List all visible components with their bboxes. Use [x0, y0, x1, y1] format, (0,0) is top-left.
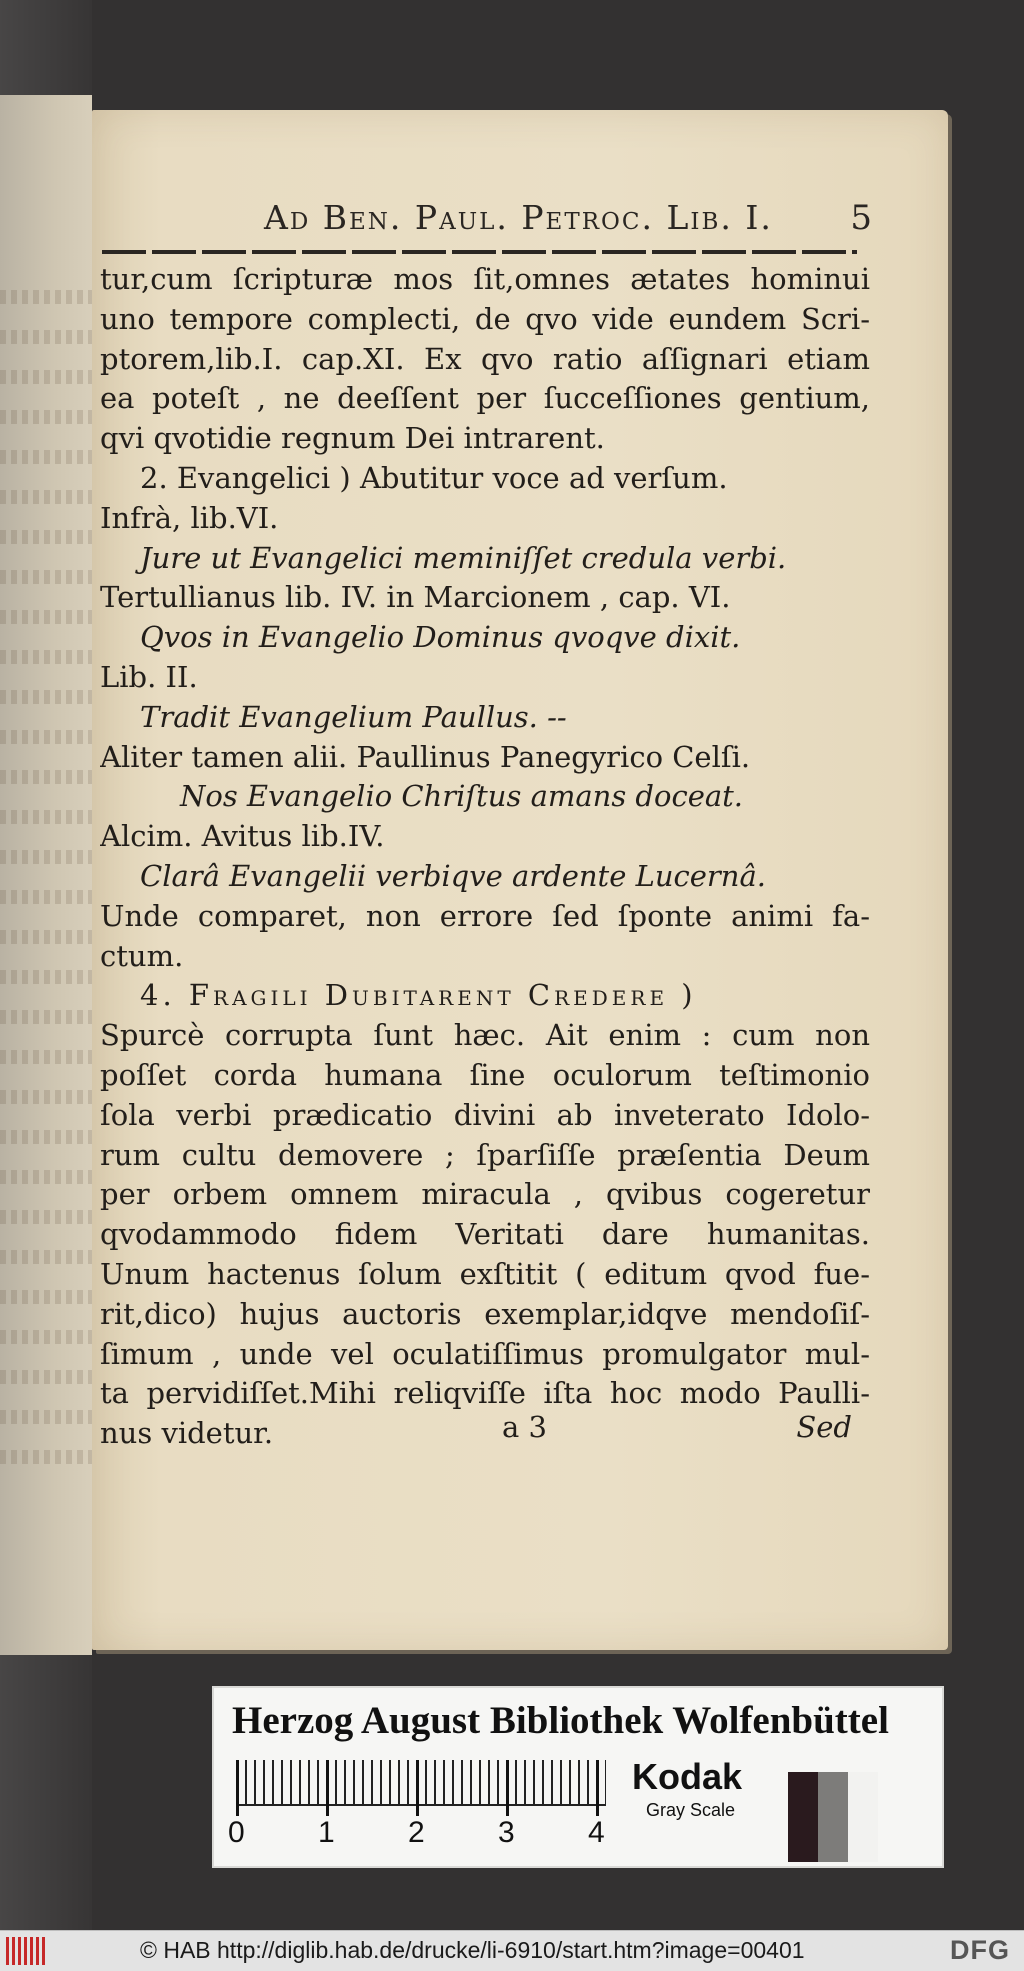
- text-line: 4. Fragili Dubitarent Credere ): [140, 978, 697, 1013]
- text-line: poſſet corda humana ſine oculorum teſtimonio: [100, 1057, 870, 1092]
- adjacent-page-line: [0, 810, 92, 824]
- adjacent-page-line: [0, 770, 92, 784]
- text-line: Clarâ Evangelii verbiqve ardente Lucernâ.: [140, 858, 766, 893]
- adjacent-page-line: [0, 1410, 92, 1424]
- scale-digit: 1: [318, 1816, 335, 1849]
- catchword: Sed: [796, 1410, 852, 1444]
- adjacent-page-strip: [0, 95, 92, 1655]
- ruler-major-tick: [326, 1760, 329, 1816]
- ruler-major-tick: [236, 1760, 239, 1816]
- text-line: Aliter tamen alii. Paullinus Panegyrico Celſi.: [100, 739, 751, 774]
- text-line: Unum hactenus ſolum exſtitit ( editum qvod fue-: [100, 1256, 870, 1291]
- text-line: qvodammodo fidem Veritati dare humanitas.: [100, 1217, 870, 1252]
- running-head: [172, 198, 872, 242]
- adjacent-page-line: [0, 1290, 92, 1304]
- page-number: 5: [850, 198, 872, 238]
- adjacent-page-line: [0, 650, 92, 664]
- adjacent-page-line: [0, 1210, 92, 1224]
- adjacent-page-line: [0, 930, 92, 944]
- kodak-logo: Kodak: [632, 1756, 743, 1797]
- text-line: ctum.: [100, 938, 184, 973]
- text-line: ta pervidiſſet.Mihi reliqviſſe iſta hoc modo Paulli-: [100, 1376, 870, 1411]
- library-name: Herzog August Bibliothek Wolfenbüttel: [232, 1699, 889, 1742]
- text-line: qvi qvotidie regnum Dei intrarent.: [100, 421, 605, 456]
- adjacent-page-line: [0, 690, 92, 704]
- gray-swatch-light: [848, 1772, 878, 1862]
- text-line: Alcim. Avitus lib.IV.: [100, 819, 385, 854]
- hab-logo-icon: [6, 1937, 46, 1965]
- scale-digit: 0: [228, 1816, 245, 1849]
- adjacent-page-line: [0, 290, 92, 304]
- text-line: per orbem omnem miracula , qvibus cogeretur: [100, 1177, 870, 1212]
- scale-ruler: [236, 1760, 606, 1806]
- adjacent-page-line: [0, 370, 92, 384]
- dfg-logo: DFG: [950, 1935, 1010, 1965]
- gray-swatch-dark: [788, 1772, 818, 1862]
- text-line: rit,dico) hujus auctoris exemplar,idqve mendoſiſ-: [100, 1296, 870, 1331]
- text-line: ſimum , unde vel oculatiſſimus promulgator mul-: [100, 1336, 870, 1371]
- status-bar-link[interactable]: © HAB http://diglib.hab.de/drucke/li-6910/start.htm?image=00401: [140, 1937, 805, 1963]
- running-head-title: Ad Ben. Paul. Petroc. Lib. I.: [264, 198, 773, 237]
- body-text: [100, 260, 870, 1454]
- text-line: Tradit Evangelium Paullus. --: [140, 699, 567, 734]
- adjacent-page-line: [0, 890, 92, 904]
- adjacent-page-line: [0, 1010, 92, 1024]
- gray-swatch-mid: [818, 1772, 848, 1862]
- adjacent-page-line: [0, 490, 92, 504]
- adjacent-page-line: [0, 610, 92, 624]
- adjacent-page-line: [0, 1330, 92, 1344]
- adjacent-page-line: [0, 570, 92, 584]
- ruler-major-tick: [596, 1760, 599, 1816]
- adjacent-page-line: [0, 850, 92, 864]
- status-bar: [0, 1930, 1024, 1971]
- head-rule: [102, 250, 857, 254]
- adjacent-page-line: [0, 530, 92, 544]
- text-line: ea poteſt , ne deeſſent per ſucceſſiones gentium,: [100, 381, 870, 416]
- text-line: ptorem,lib.I. cap.XI. Ex qvo ratio aſſignari etiam: [100, 341, 870, 376]
- adjacent-page-line: [0, 330, 92, 344]
- text-line: Nos Evangelio Chriſtus amans doceat.: [180, 779, 744, 814]
- text-line: Lib. II.: [100, 659, 198, 694]
- adjacent-page-line: [0, 1090, 92, 1104]
- adjacent-page-line: [0, 1050, 92, 1064]
- text-line: Tertullianus lib. IV. in Marcionem , cap. VI.: [100, 580, 731, 615]
- adjacent-page-line: [0, 410, 92, 424]
- library-color-card: [212, 1686, 944, 1868]
- book-page: [92, 110, 948, 1650]
- adjacent-page-line: [0, 970, 92, 984]
- ruler-major-tick: [506, 1760, 509, 1816]
- page-footer: [92, 1410, 862, 1450]
- adjacent-page-line: [0, 730, 92, 744]
- text-line: Unde comparet, non errore ſed ſponte animi fa-: [100, 898, 870, 933]
- ruler-major-tick: [416, 1760, 419, 1816]
- text-line: ſola verbi prædicatio divini ab inveterato Idolo-: [100, 1097, 870, 1132]
- text-line: uno tempore complecti, de qvo vide eundem Scri-: [100, 301, 870, 336]
- scale-digit: 4: [588, 1816, 605, 1849]
- adjacent-page-line: [0, 1170, 92, 1184]
- text-line: Infrà, lib.VI.: [100, 500, 279, 535]
- adjacent-page-line: [0, 1450, 92, 1464]
- text-line: Jure ut Evangelici meminiſſet credula verbi.: [140, 540, 787, 575]
- adjacent-page-line: [0, 1370, 92, 1384]
- text-line: Qvos in Evangelio Dominus qvoqve dixit.: [140, 620, 741, 655]
- adjacent-page-line: [0, 1250, 92, 1264]
- text-line: rum cultu demovere ; ſparſiſſe præſentia Deum: [100, 1137, 870, 1172]
- scale-digit: 3: [498, 1816, 515, 1849]
- adjacent-page-line: [0, 450, 92, 464]
- text-line: Spurcè corrupta ſunt hæc. Ait enim : cum non: [100, 1018, 870, 1053]
- scale-digit: 2: [408, 1816, 425, 1849]
- adjacent-page-line: [0, 1130, 92, 1144]
- text-line: 2. Evangelici ) Abutitur voce ad verſum.: [140, 460, 728, 495]
- text-line: nus videtur.: [100, 1416, 274, 1451]
- gray-scale-label: Gray Scale: [646, 1800, 736, 1820]
- text-line: tur,cum ſcripturæ mos ſit,omnes ætates hominui: [100, 262, 870, 296]
- signature-mark: a 3: [502, 1410, 547, 1444]
